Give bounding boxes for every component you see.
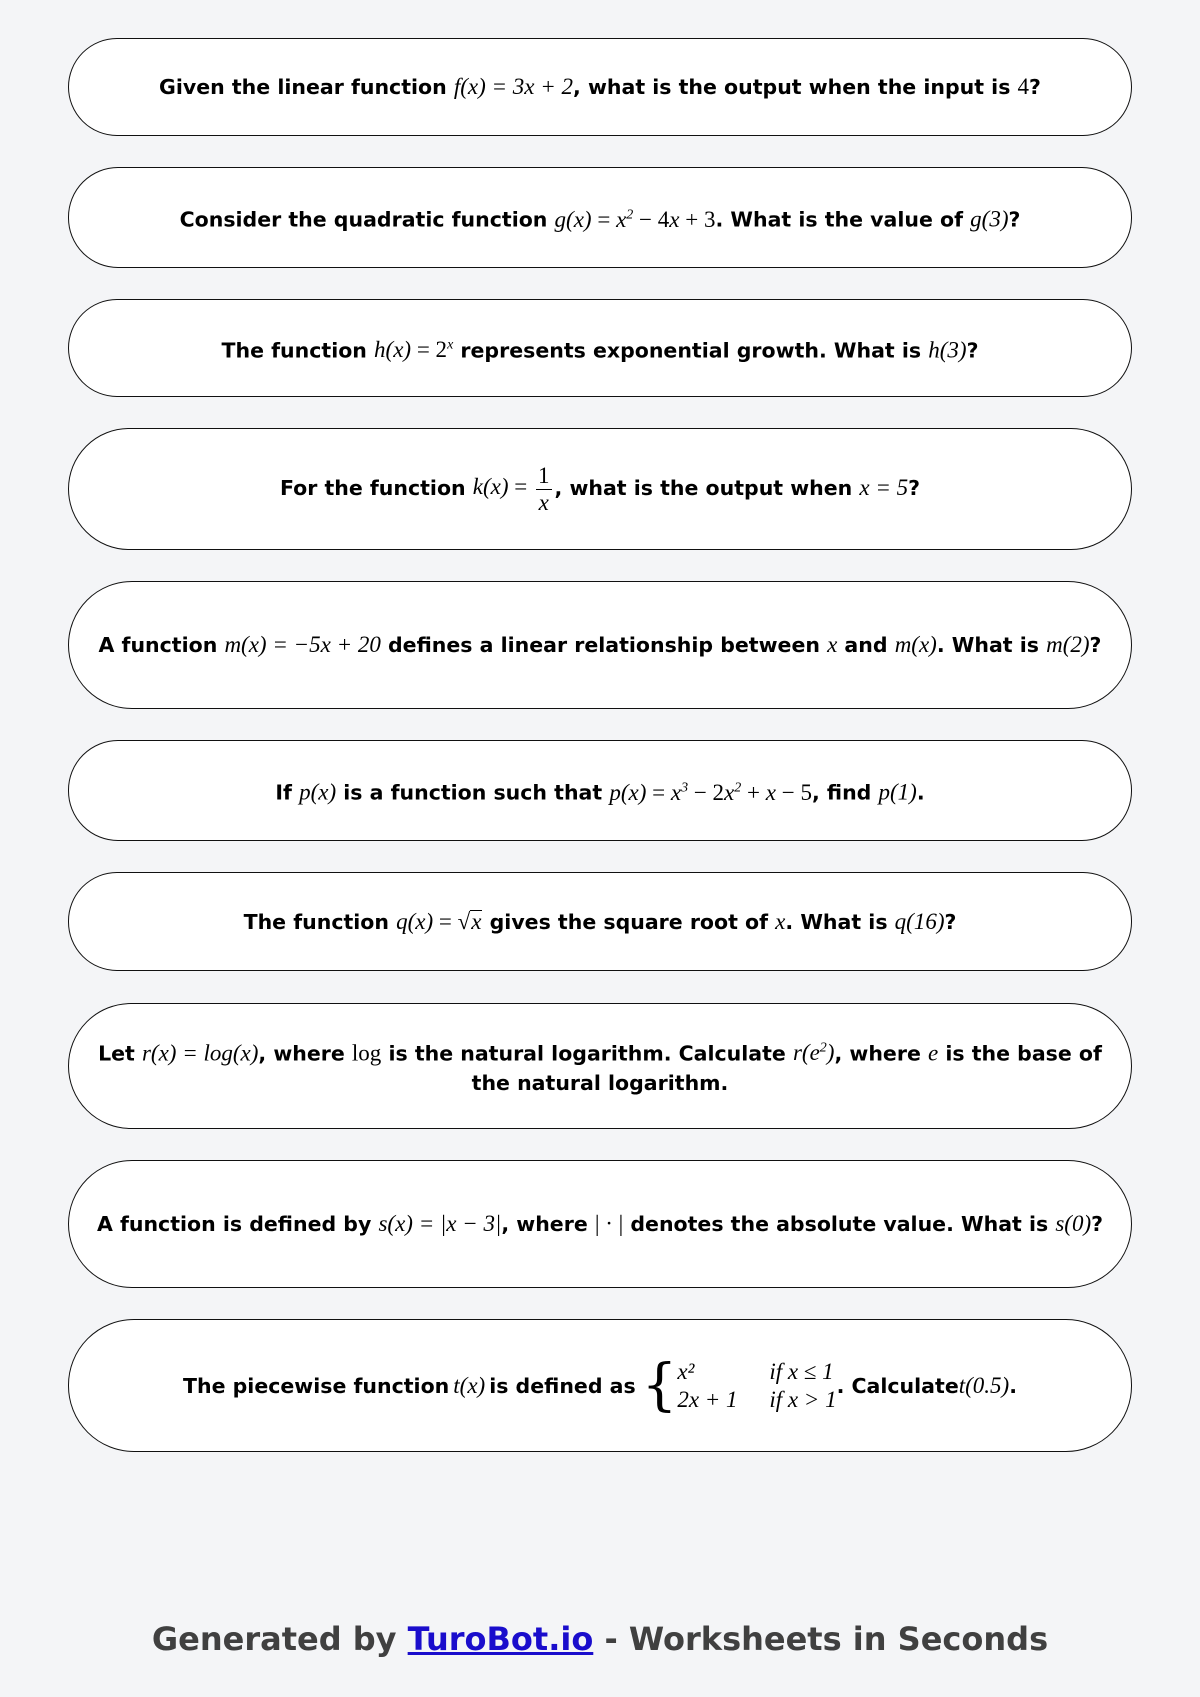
- math-expression: p(x): [299, 779, 337, 805]
- math-expression: $h(x) = 2^x$: [374, 337, 454, 363]
- math-expression: s(0): [1055, 1211, 1092, 1236]
- math-expression: f(x) = 3x + 2: [453, 74, 574, 99]
- footer: Generated by TuroBot.io - Worksheets in Seconds: [151, 1620, 1049, 1658]
- math-expression: g(3): [970, 206, 1009, 232]
- math-expression: $p(x) = x^3 - 2x^2 + x - 5$: [609, 779, 812, 805]
- math-expression: 4: [1017, 74, 1030, 99]
- math-expression: r(x) = log(x): [141, 1040, 259, 1066]
- math-expression: $r(e^2)$: [792, 1040, 835, 1066]
- question-text: Let r(x) = log(x), where log is the natural logarithm. Calculate $r(e^2)$, where e is the base of the natural logarithm.: [98, 1040, 1102, 1096]
- question-text: A function is defined by s(x) = |x − 3|, where | · | denotes the absolute value. What is s(0)?: [96, 1211, 1104, 1236]
- question-text: Consider the quadratic function $g(x) = x^2 - 4x + 3$. What is the value of g(3)?: [179, 206, 1021, 232]
- turobot-link[interactable]: TuroBot.io: [407, 1620, 594, 1658]
- question-card-7: [68, 872, 1132, 971]
- question-text: The function $h(x) = 2^x$ represents exponential growth. What is h(3)?: [221, 337, 979, 363]
- question-card-2: [68, 167, 1132, 268]
- question-card-4: [68, 428, 1132, 550]
- question-card-9: [68, 1160, 1132, 1288]
- math-expression: q(16): [894, 908, 945, 934]
- math-expression: m(x): [894, 632, 937, 657]
- math-expression: s(x) = |x − 3|: [378, 1211, 502, 1236]
- question-text: For the function k(x) = $\frac{1}{x}$ , what is the output when x = 5?: [279, 462, 921, 515]
- question-text: The function q(x) = √x gives the square root of x. What is q(16)?: [243, 908, 957, 934]
- math-expression: t(x): [453, 1372, 486, 1398]
- math-expression: k(x) = $\frac{1}{x}$: [472, 462, 550, 515]
- math-expression: h(3): [928, 337, 967, 363]
- left-brace-icon: {: [641, 1352, 678, 1418]
- question-card-8: [68, 1003, 1132, 1129]
- question-text: The piecewise function t(x) is defined as { x² if x ≤ 1 2x + 1 if x > 1 . Calculate t(0.5) .: [183, 1352, 1017, 1418]
- math-expression: m(2): [1046, 632, 1090, 657]
- math-expression: x: [775, 908, 786, 934]
- question-card-5: [68, 581, 1132, 709]
- math-expression: | · |: [594, 1211, 624, 1236]
- question-card-10: [68, 1319, 1132, 1452]
- piecewise-definition: [641, 1352, 837, 1418]
- piecewise-cases: x² if x ≤ 1 2x + 1 if x > 1: [677, 1358, 837, 1412]
- math-expression: $g(x) = x^2 - 4x + 3$: [554, 206, 716, 232]
- math-expression: e: [927, 1040, 939, 1066]
- question-text: If p(x) is a function such that $p(x) = x^3 - 2x^2 + x - 5$, find p(1).: [275, 779, 925, 805]
- math-expression: x: [827, 632, 838, 657]
- math-expression: x = 5: [859, 474, 909, 500]
- math-expression: q(x) = √x: [396, 908, 482, 934]
- math-expression: t(0.5): [958, 1372, 1010, 1398]
- math-expression: p(1): [878, 779, 917, 805]
- question-card-1: [68, 38, 1132, 136]
- question-text: Given the linear function f(x) = 3x + 2, what is the output when the input is 4?: [159, 74, 1041, 99]
- question-card-3: [68, 299, 1132, 397]
- question-card-6: [68, 740, 1132, 841]
- question-text: A function m(x) = −5x + 20 defines a linear relationship between x and m(x). What is m(2)?: [98, 632, 1102, 657]
- math-expression: log: [351, 1040, 382, 1066]
- math-expression: m(x) = −5x + 20: [224, 632, 381, 657]
